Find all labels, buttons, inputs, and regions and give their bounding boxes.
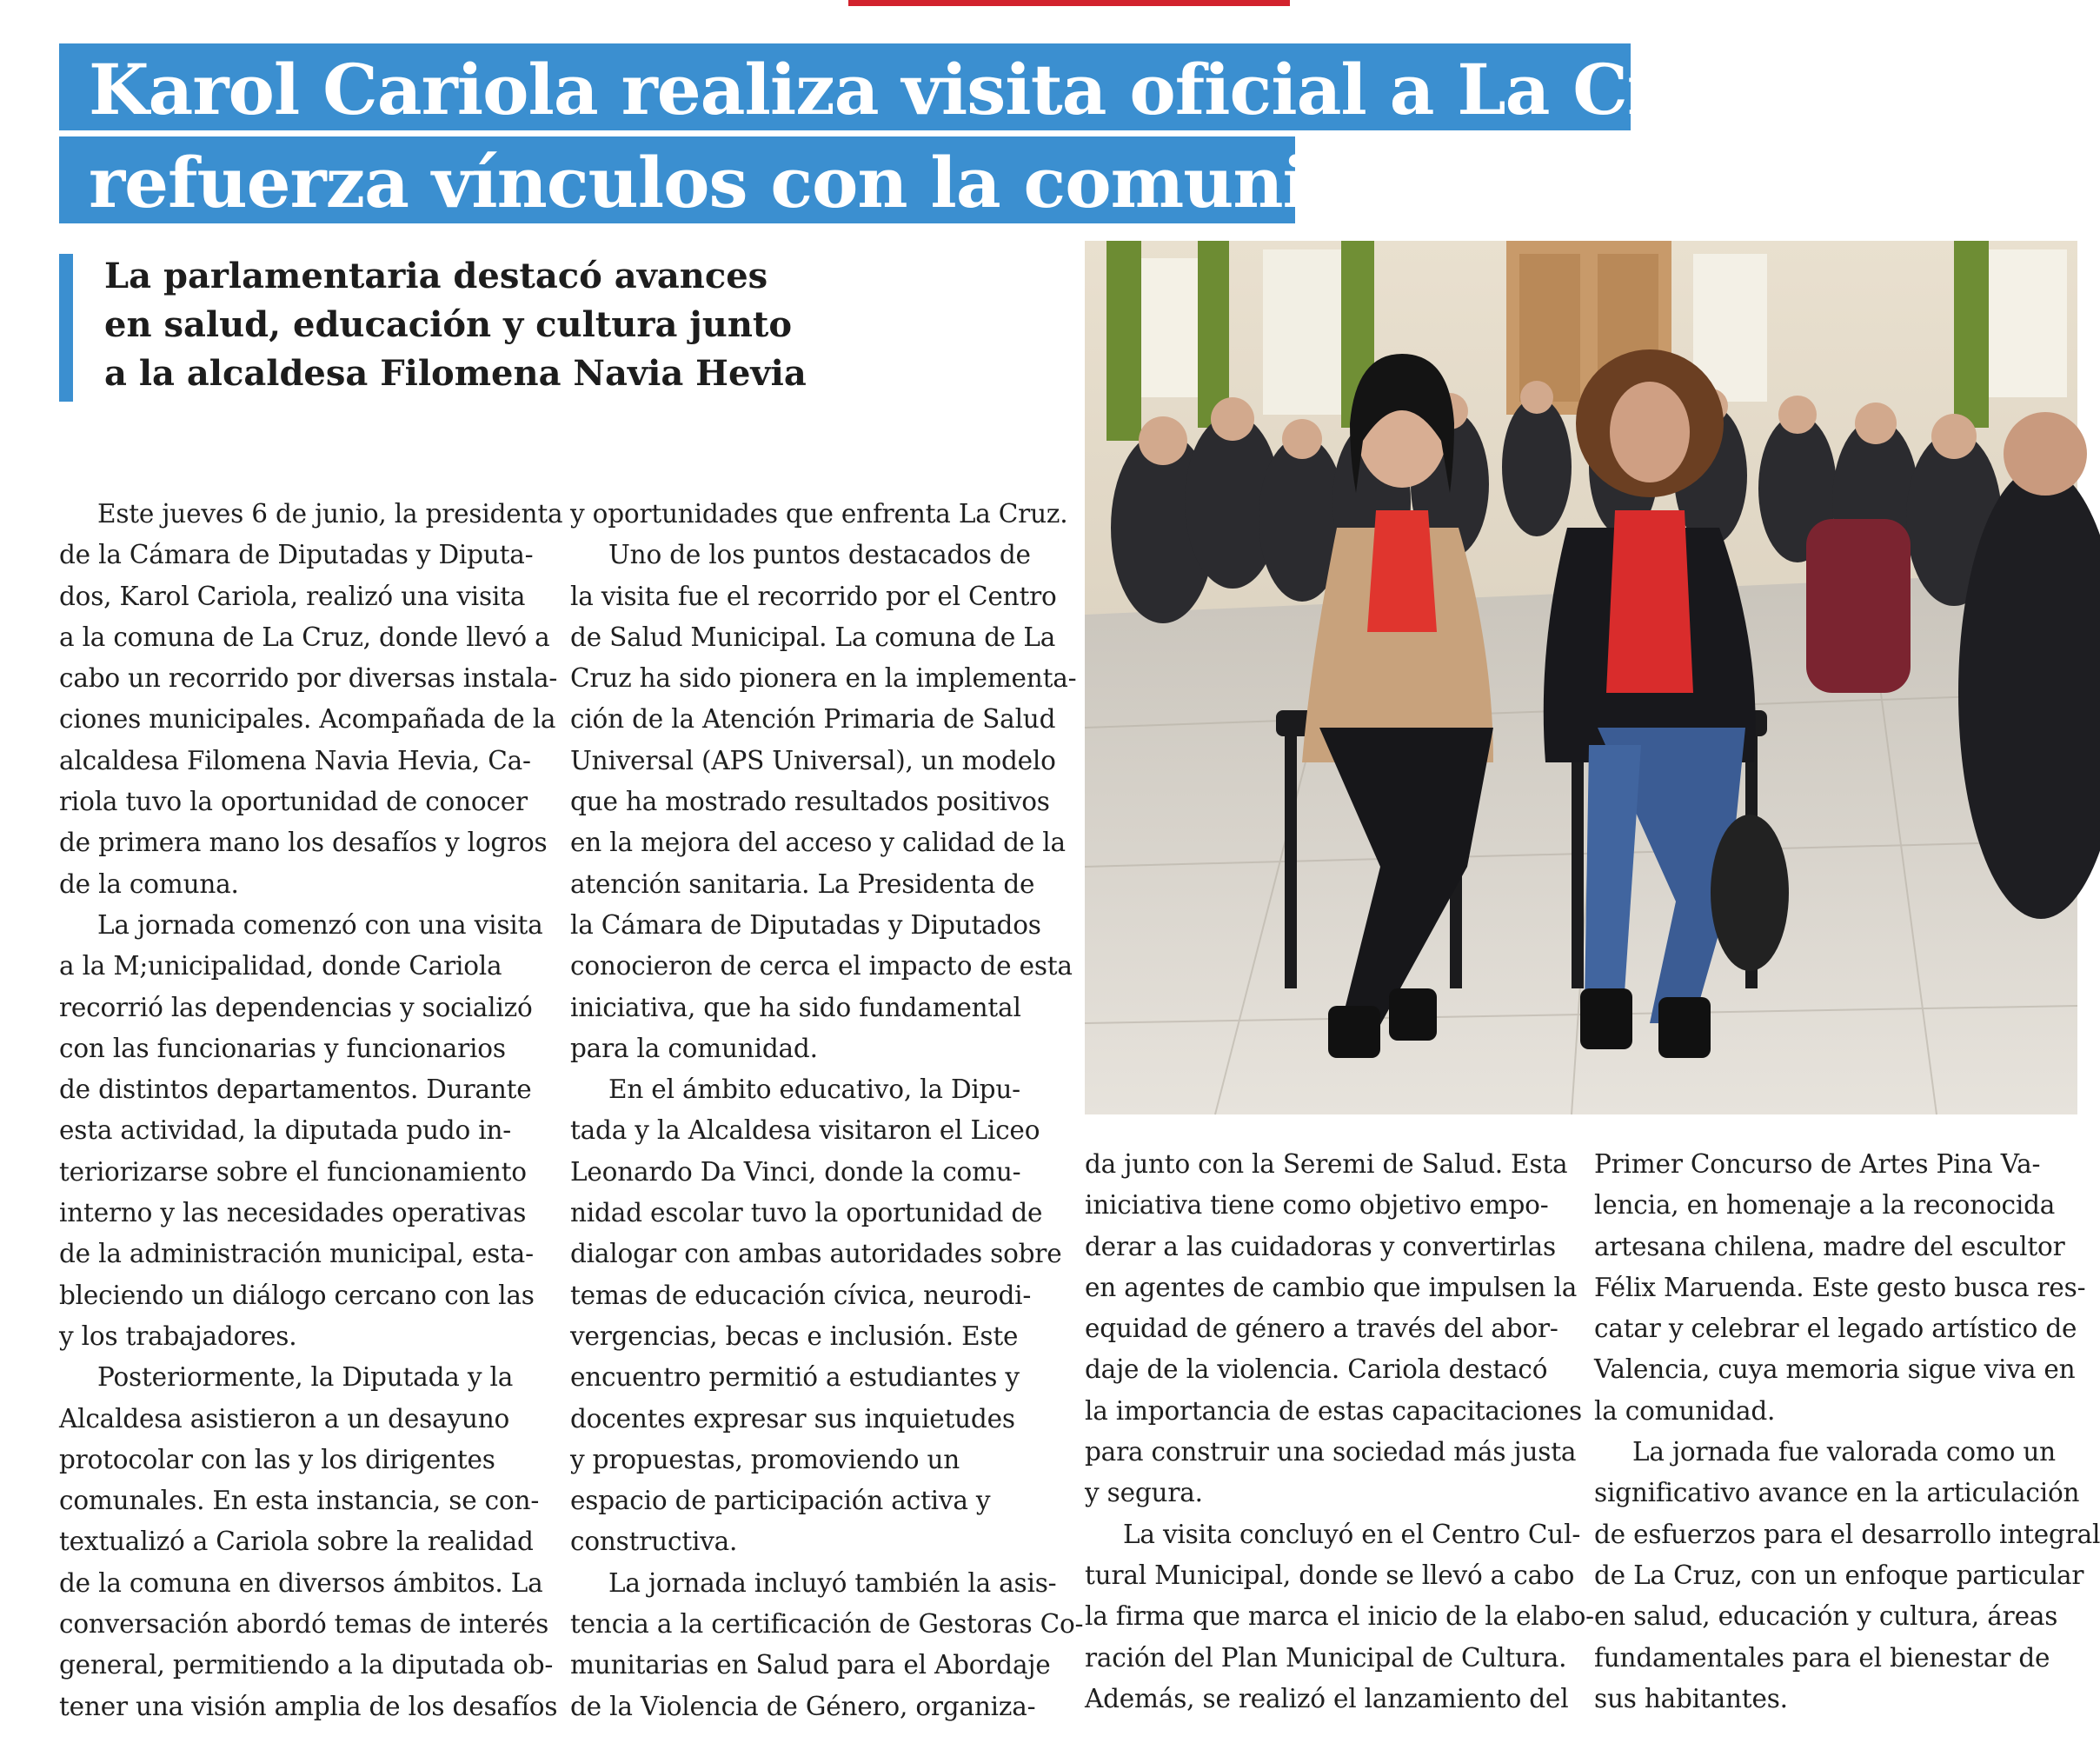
text-line: general, permitiendo a la diputada ob- — [59, 1650, 554, 1680]
text-line: Además, se realizó el lanzamiento del — [1085, 1683, 1569, 1713]
text-line: de la comuna en diversos ámbitos. La — [59, 1567, 543, 1598]
text-line: constructiva. — [570, 1527, 738, 1557]
article-column-1 — [59, 494, 563, 1727]
article-column-4 — [1594, 1144, 2100, 1720]
text-line: Universal (APS Universal), un modelo — [570, 745, 1056, 775]
text-line: iniciativa, que ha sido fundamental — [570, 992, 1021, 1022]
text-line: encuentro permitió a estudiantes y — [570, 1362, 1020, 1393]
text-line: de Salud Municipal. La comuna de La — [570, 622, 1056, 652]
text-line: artesana chilena, madre del escultor — [1594, 1231, 2065, 1261]
text-line: protocolar con las y los dirigentes — [59, 1444, 495, 1474]
text-line: de la Cámara de Diputadas y Diputa- — [59, 540, 534, 570]
text-line: Posteriormente, la Diputada y la — [97, 1362, 514, 1393]
text-line: a la M;unicipalidad, donde Cariola — [59, 951, 502, 981]
dek-line: a la alcaldesa Filomena Navia Hevia — [104, 353, 807, 394]
text-line: Leonardo Da Vinci, donde la comu- — [570, 1156, 1021, 1187]
text-line: Uno de los puntos destacados de — [608, 540, 1031, 570]
text-line: y propuestas, promoviendo un — [570, 1444, 960, 1474]
text-line: con las funcionarias y funcionarios — [59, 1033, 506, 1063]
text-line: conocieron de cerca el impacto de esta — [570, 951, 1073, 981]
text-line: espacio de participación activa y — [570, 1486, 991, 1516]
text-line: la comunidad. — [1594, 1395, 1776, 1426]
text-line: ción de la Atención Primaria de Salud — [570, 704, 1056, 735]
text-line: de primera mano los desafíos y logros — [59, 828, 548, 858]
text-line: Félix Maruenda. Este gesto busca res- — [1594, 1272, 2086, 1302]
text-line: La jornada incluyó también la asis- — [608, 1567, 1057, 1598]
text-line: Alcaldesa asistieron a un desayuno — [59, 1403, 510, 1434]
text-line: derar a las cuidadoras y convertirlas — [1085, 1231, 1556, 1261]
text-line: en salud, educación y cultura, áreas — [1594, 1601, 2058, 1632]
text-line: Este jueves 6 de junio, la presidenta — [97, 499, 563, 529]
text-line: docentes expresar sus inquietudes — [570, 1403, 1015, 1434]
text-line: de la comuna. — [59, 868, 239, 899]
text-line: ciones municipales. Acompañada de la — [59, 704, 556, 735]
text-line: y los trabajadores. — [59, 1321, 297, 1351]
text-line: En el ámbito educativo, la Dipu- — [608, 1074, 1020, 1105]
headline-line-2: refuerza vínculos con la comunidad — [59, 136, 1295, 223]
dek-line: La parlamentaria destacó avances — [104, 256, 768, 296]
text-line: tural Municipal, donde se llevó a cabo — [1085, 1560, 1575, 1590]
text-line: en agentes de cambio que impulsen la — [1085, 1272, 1578, 1302]
text-line: sus habitantes. — [1594, 1683, 1788, 1713]
text-line: lencia, en homenaje a la reconocida — [1594, 1190, 2056, 1221]
text-line: iniciativa tiene como objetivo empo- — [1085, 1190, 1549, 1221]
text-line: Primer Concurso de Artes Pina Va- — [1594, 1149, 2041, 1179]
article-column-2 — [570, 494, 1084, 1727]
text-line: de la Violencia de Género, organiza- — [570, 1691, 1036, 1721]
dek-line: en salud, educación y cultura junto — [104, 304, 793, 345]
text-line: da junto con la Seremi de Salud. Esta — [1085, 1149, 1568, 1179]
text-line: en la mejora del acceso y calidad de la — [570, 828, 1066, 858]
article-dek — [104, 252, 1008, 398]
text-line: para la comunidad. — [570, 1033, 818, 1063]
text-line: de esfuerzos para el desarrollo integral — [1594, 1519, 2100, 1549]
text-line: a la comuna de La Cruz, donde llevó a — [59, 622, 550, 652]
text-line: Cruz ha sido pionera en la implementa- — [570, 663, 1077, 694]
text-line: La jornada fue valorada como un — [1632, 1437, 2056, 1467]
section-top-rule — [848, 0, 1290, 6]
text-line: catar y celebrar el legado artístico de — [1594, 1314, 2077, 1344]
text-line: fundamentales para el bienestar de — [1594, 1642, 2050, 1673]
text-line: riola tuvo la oportunidad de conocer — [59, 787, 528, 817]
text-line: La visita concluyó en el Centro Cul- — [1123, 1519, 1581, 1549]
text-line: equidad de género a través del abor- — [1085, 1314, 1558, 1344]
text-line: teriorizarse sobre el funcionamiento — [59, 1156, 527, 1187]
text-line: la visita fue el recorrido por el Centro — [570, 581, 1057, 611]
text-line: recorrió las dependencias y socializó — [59, 992, 533, 1022]
text-line: cabo un recorrido por diversas instala- — [59, 663, 558, 694]
text-line: munitarias en Salud para el Abordaje — [570, 1650, 1051, 1680]
text-line: Valencia, cuya memoria sigue viva en — [1594, 1354, 2076, 1385]
text-line: daje de la violencia. Cariola destacó — [1085, 1354, 1548, 1385]
text-line: tener una visión amplia de los desafíos — [59, 1691, 558, 1721]
text-line: nidad escolar tuvo la oportunidad de — [570, 1198, 1043, 1228]
text-line: textualizó a Cariola sobre la realidad — [59, 1527, 534, 1557]
text-line: la firma que marca el inicio de la elabo- — [1085, 1601, 1594, 1632]
text-line: significativo avance en la articulación — [1594, 1478, 2080, 1508]
text-line: que ha mostrado resultados positivos — [570, 787, 1050, 817]
text-line: bleciendo un diálogo cercano con las — [59, 1280, 535, 1310]
text-line: ración del Plan Municipal de Cultura. — [1085, 1642, 1567, 1673]
text-line: interno y las necesidades operativas — [59, 1198, 527, 1228]
text-line: dialogar con ambas autoridades sobre — [570, 1239, 1062, 1269]
text-line: tada y la Alcaldesa visitaron el Liceo — [570, 1115, 1040, 1146]
text-line: para construir una sociedad más justa — [1085, 1437, 1577, 1467]
text-line: y segura. — [1085, 1478, 1203, 1508]
text-line: la Cámara de Diputadas y Diputados — [570, 909, 1041, 940]
text-line: dos, Karol Cariola, realizó una visita — [59, 581, 526, 611]
text-line: temas de educación cívica, neurodi- — [570, 1280, 1032, 1310]
article-column-3 — [1085, 1144, 1594, 1720]
text-line: alcaldesa Filomena Navia Hevia, Ca- — [59, 745, 531, 775]
text-line: de La Cruz, con un enfoque particular — [1594, 1560, 2084, 1590]
text-line: de distintos departamentos. Durante — [59, 1074, 532, 1105]
text-line: atención sanitaria. La Presidenta de — [570, 868, 1035, 899]
text-line: la importancia de estas capacitaciones — [1085, 1395, 1582, 1426]
article-photo — [1085, 241, 2077, 1114]
text-line: comunales. En esta instancia, se con- — [59, 1486, 540, 1516]
text-line: conversación abordó temas de interés — [59, 1609, 549, 1640]
text-line: La jornada comenzó con una visita — [97, 909, 543, 940]
text-line: de la administración municipal, esta- — [59, 1239, 534, 1269]
headline-line-1: Karol Cariola realiza visita oficial a La Cruz y — [59, 43, 1631, 130]
text-line: tencia a la certificación de Gestoras Co- — [570, 1609, 1084, 1640]
text-line: vergencias, becas e inclusión. Este — [570, 1321, 1019, 1351]
text-line: esta actividad, la diputada pudo in- — [59, 1115, 512, 1146]
text-line: y oportunidades que enfrenta La Cruz. — [570, 499, 1068, 529]
dek-accent-bar — [59, 254, 73, 402]
